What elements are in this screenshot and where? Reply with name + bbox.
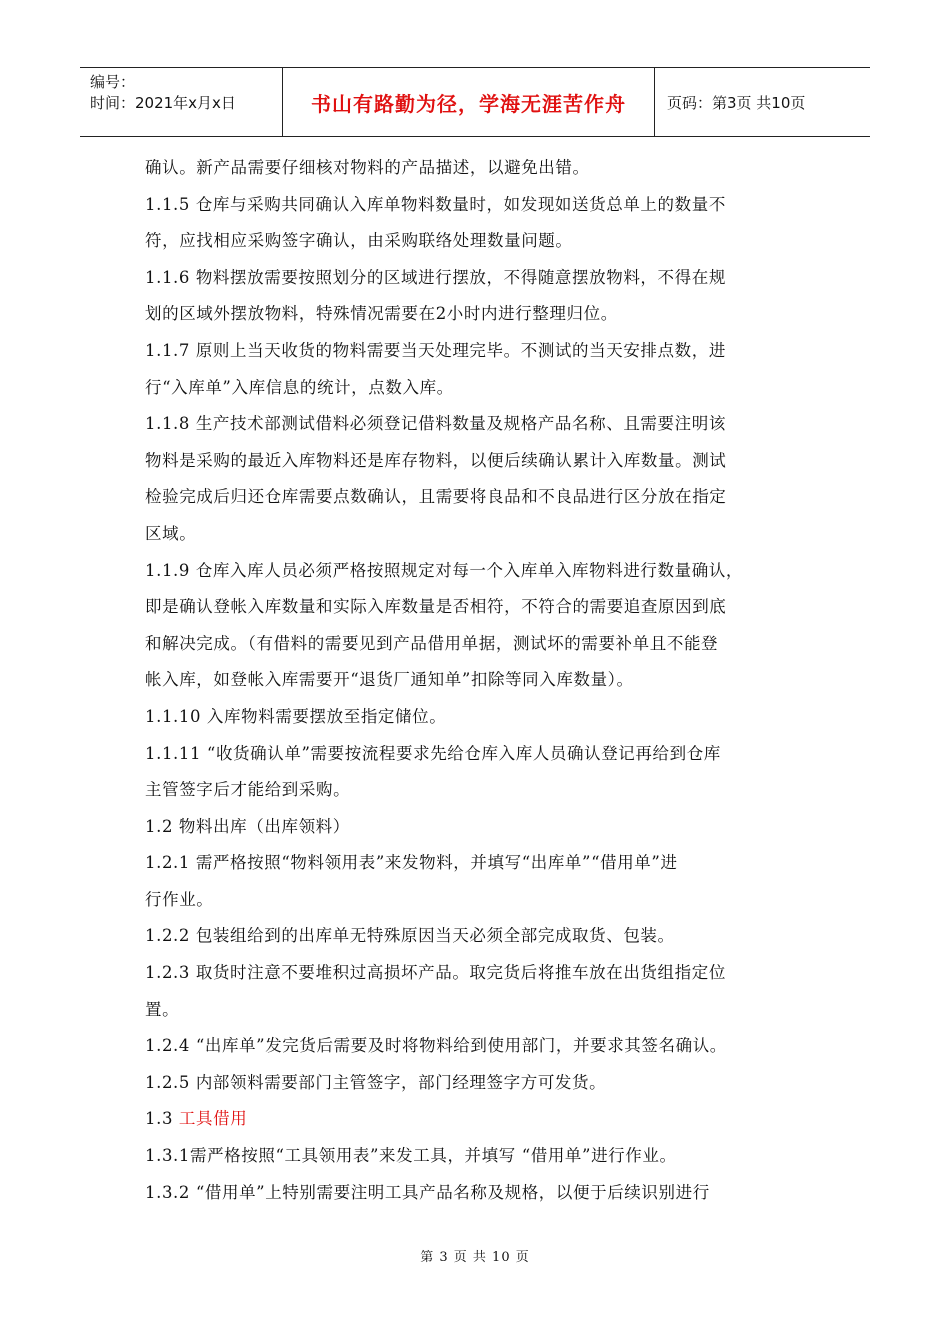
body-line: 符，应找相应采购签字确认，由采购联络处理数量问题。 xyxy=(145,231,573,251)
header-meta xyxy=(80,68,283,136)
body-line: 即是确认登帐入库数量和实际入库数量是否相符，不符合的需要追查原因到底 xyxy=(145,597,727,617)
body-line: 帐入库，如登帐入库需要开“退货厂通知单”扣除等同入库数量）。 xyxy=(145,670,634,690)
body-line: 1.2.3 取货时注意不要堆积过高损坏产品。取完货后将推车放在出货组指定位 xyxy=(145,963,726,983)
body-line: 1.1.6 物料摆放需要按照划分的区域进行摆放，不得随意摆放物料，不得在规 xyxy=(145,267,726,287)
page-footer: 第 3 页 共 10 页 xyxy=(420,1250,530,1265)
body-line: 1.2.1 需严格按照“物料领用表”来发物料，并填写“出库单”“借用单”进 xyxy=(145,853,678,873)
body-line: 1.2.4 “出库单”发完货后需要及时将物料给到使用部门，并要求其签名确认。 xyxy=(145,1036,727,1056)
section-heading xyxy=(145,1101,815,1138)
page-header xyxy=(80,67,870,137)
body-line: 1.3.2 “借用单”上特别需要注明工具产品名称及规格，以便于后续识别进行 xyxy=(145,1182,710,1202)
body-line: 主管签字后才能给到采购。 xyxy=(145,780,351,800)
header-page-cell xyxy=(655,68,870,136)
body-line: 1.2.2 包装组给到的出库单无特殊原因当天必须全部完成取货、包装。 xyxy=(145,926,675,946)
body-line: 1.3.1需严格按照“工具领用表”来发工具，并填写 “借用单”进行作业。 xyxy=(145,1146,677,1166)
body-line: 1.2 物料出库（出库领料） xyxy=(145,816,350,836)
body-line: 物料是采购的最近入库物料还是库存物料，以便后续确认累计入库数量。测试 xyxy=(145,450,727,470)
document-number-label: 编号： xyxy=(90,73,136,91)
body-line: 行“入库单”入库信息的统计，点数入库。 xyxy=(145,377,454,397)
body-line: 和解决完成。（有借料的需要见到产品借用单据，测试坏的需要补单且不能登 xyxy=(145,633,719,653)
body-line: 1.1.5 仓库与采购共同确认入库单物料数量时，如发现如送货总单上的数量不 xyxy=(145,194,726,214)
body-line: 1.2.5 内部领料需要部门主管签字，部门经理签字方可发货。 xyxy=(145,1072,607,1092)
body-line: 行作业。 xyxy=(145,889,214,909)
section-title: 工具借用 xyxy=(178,1109,248,1129)
header-motto-cell xyxy=(283,68,655,136)
header-page-number: 页码：第3页 共10页 xyxy=(667,93,806,112)
body-line: 置。 xyxy=(145,999,180,1019)
body-line: 划的区域外摆放物料，特殊情况需要在2小时内进行整理归位。 xyxy=(145,304,618,324)
document-body xyxy=(145,150,815,1211)
body-line: 1.1.11 “收货确认单”需要按流程要求先给仓库入库人员确认登记再给到仓库 xyxy=(145,743,721,763)
header-motto: 书山有路勤为径，学海无涯苦作舟 xyxy=(311,91,626,116)
body-line: 检验完成后归还仓库需要点数确认，且需要将良品和不良品进行区分放在指定 xyxy=(145,487,727,507)
body-line: 1.1.7 原则上当天收货的物料需要当天处理完毕。不测试的当天安排点数，进 xyxy=(145,340,726,360)
body-line: 确认。新产品需要仔细核对物料的产品描述，以避免出错。 xyxy=(145,158,590,177)
body-line: 1.1.8 生产技术部测试借料必须登记借料数量及规格产品名称、且需要注明该 xyxy=(145,414,726,434)
document-date: 时间：2021年x月x日 xyxy=(90,94,236,112)
body-line: 1.1.10 入库物料需要摆放至指定储位。 xyxy=(145,706,447,726)
section-number: 1.3 xyxy=(145,1109,179,1129)
body-line: 区域。 xyxy=(145,523,197,543)
body-line: 1.1.9 仓库入库人员必须严格按照规定对每一个入库单入库物料进行数量确认， xyxy=(145,560,744,580)
